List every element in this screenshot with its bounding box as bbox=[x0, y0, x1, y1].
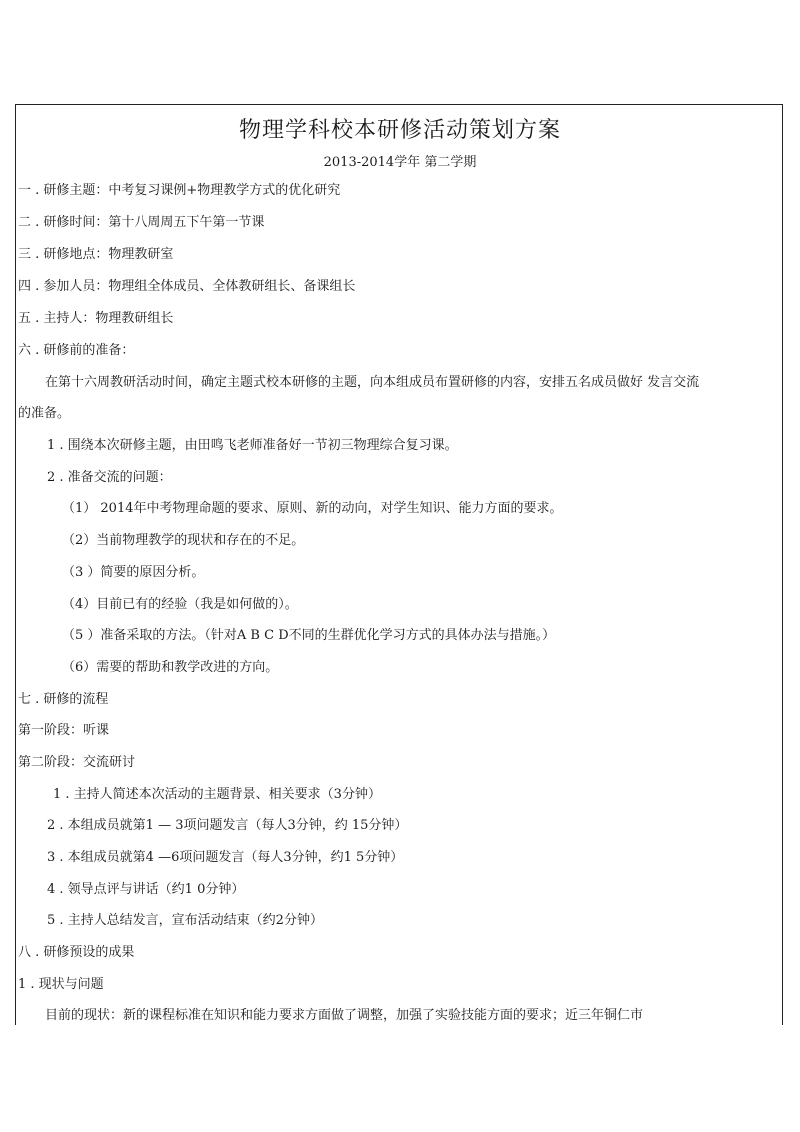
page-title: 物理学科校本研修活动策划方案 bbox=[238, 118, 561, 143]
section-1: 一 . 研修主题：中考复习课例+物理教学方式的优化研究 bbox=[18, 183, 341, 198]
section-2: 二 . 研修时间：第十八周周五下午第一节课 bbox=[18, 215, 265, 230]
section-5: 五 . 主持人：物理教研组长 bbox=[18, 311, 174, 326]
section-3: 三 . 研修地点：物理教研室 bbox=[18, 247, 174, 262]
stage-2: 第二阶段：交流研讨 bbox=[18, 755, 136, 770]
list-item: （1） 2014年中考物理命题的要求、原则、新的动向，对学生知识、能力方面的要求。 bbox=[62, 501, 563, 516]
list-item: 5 . 主持人总结发言，宣布活动结束（约2分钟） bbox=[47, 913, 323, 928]
paragraph: 目前的现状：新的课程标准在知识和能力要求方面做了调整，加强了实验技能方面的要求；近三年铜仁市 bbox=[45, 1008, 644, 1023]
page-subtitle: 2013-2014学年 第二学期 bbox=[323, 155, 477, 170]
list-item: （2）当前物理教学的现状和存在的不足。 bbox=[62, 533, 305, 548]
list-item: （5 ）准备采取的方法。（针对A B C D不同的生群优化学习方式的具体办法与措施。） bbox=[62, 628, 556, 643]
section-8: 八 . 研修预设的成果 bbox=[18, 945, 135, 960]
list-item: 1 . 围绕本次研修主题，由田鸣飞老师准备好一节初三物理综合复习课。 bbox=[47, 438, 458, 453]
list-item: （6）需要的帮助和教学改进的方向。 bbox=[62, 660, 279, 675]
list-item: （4）目前已有的经验（我是如何做的）。 bbox=[62, 597, 298, 612]
list-item: 1 . 主持人简述本次活动的主题背景、相关要求（3分钟） bbox=[53, 787, 381, 802]
list-item: 4 . 领导点评与讲话（约1 0分钟） bbox=[47, 882, 245, 897]
stage-1: 第一阶段：听课 bbox=[18, 723, 110, 738]
list-item: （3 ）简要的原因分析。 bbox=[62, 565, 205, 580]
subsection-1: 1 . 现状与问题 bbox=[18, 977, 104, 992]
paragraph-continued: 的准备。 bbox=[18, 406, 71, 421]
list-item: 2 . 本组成员就第1 — 3项问题发言（每人3分钟，约 15分钟） bbox=[47, 818, 408, 833]
section-4: 四 . 参加人员：物理组全体成员、全体教研组长、备课组长 bbox=[18, 279, 356, 294]
section-6: 六 . 研修前的准备： bbox=[18, 343, 135, 358]
paragraph: 在第十六周教研活动时间，确定主题式校本研修的主题，向本组成员布置研修的内容，安排五名成员做好 发言交流 bbox=[45, 375, 700, 390]
list-item: 2 . 准备交流的问题： bbox=[47, 470, 172, 485]
section-7: 七 . 研修的流程 bbox=[18, 692, 109, 707]
list-item: 3 . 本组成员就第4 —6项问题发言（每人3分钟，约1 5分钟） bbox=[47, 850, 404, 865]
